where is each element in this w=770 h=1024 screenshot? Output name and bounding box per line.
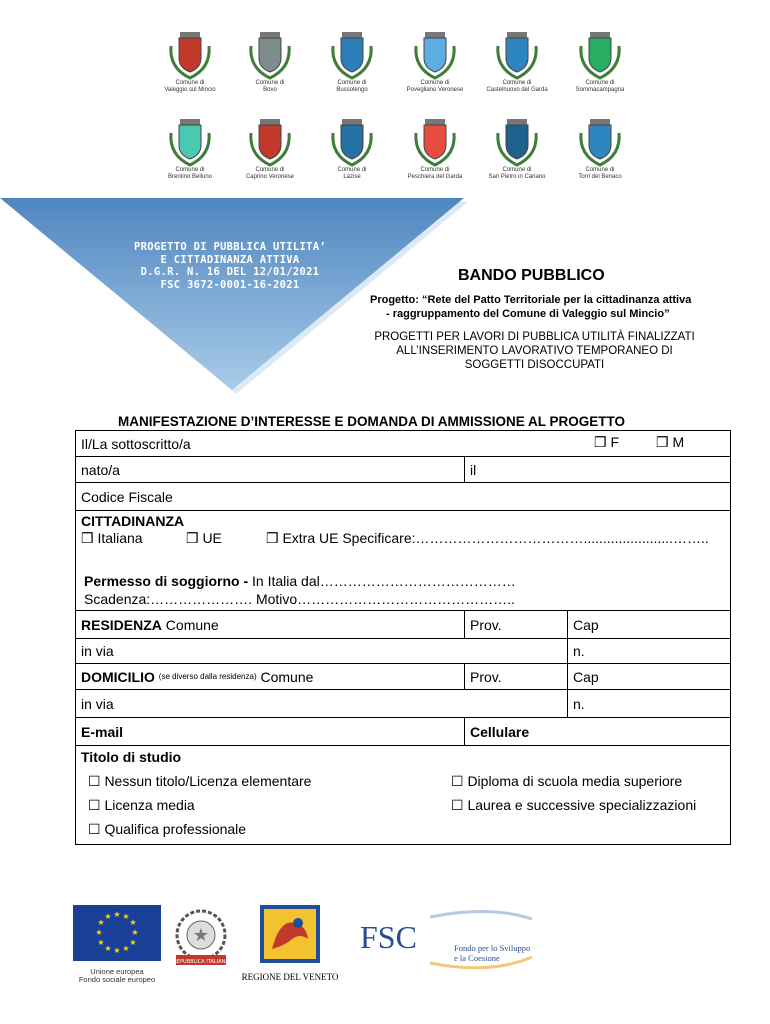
permesso-dal: In Italia dal…………………………………… (252, 573, 516, 589)
row-titolo-studio (76, 746, 730, 846)
eu-caption: Fondo sociale europeo (78, 975, 156, 984)
italiana-checkbox[interactable]: ❒ Italiana (81, 530, 143, 546)
banner-line: PROGETTO DI PUBBLICA UTILITA’ (133, 241, 327, 253)
residenza-prov-field[interactable] (464, 611, 567, 638)
lavori-line: SOGGETTI DISOCCUPATI (464, 359, 605, 371)
titolo-option-qualifica[interactable]: ☐ Qualifica professionale (88, 821, 247, 837)
residenza-n-field[interactable] (567, 639, 730, 663)
sottoscritto-field[interactable] (76, 431, 576, 456)
crest-caption: Comune di Valeggio sul Mincio (164, 80, 216, 93)
sex-m-checkbox[interactable]: ❒ M (656, 434, 685, 450)
residenza-cap-field[interactable] (567, 611, 730, 638)
row-domicilio-via (76, 690, 730, 718)
sottoscritto-label: Il/La sottoscritto/a (81, 435, 191, 452)
residenza-comune-field[interactable] (76, 611, 464, 638)
row-residenza (76, 611, 730, 639)
row-domicilio (76, 664, 730, 690)
svg-text:★: ★ (113, 946, 121, 955)
row-contatti (76, 718, 730, 746)
il-field[interactable] (464, 457, 730, 482)
svg-text:★: ★ (104, 944, 112, 953)
banner-line: E CITTADINANZA ATTIVA (160, 253, 300, 266)
ue-checkbox[interactable]: ❒ UE (186, 530, 222, 546)
codice-fiscale-field[interactable] (76, 483, 730, 510)
svg-text:★: ★ (104, 912, 112, 921)
crest-caption: Comune di Peschiera del Garda (407, 167, 463, 180)
comune-label: Comune (260, 668, 314, 685)
row-codice-fiscale (76, 483, 730, 511)
cellulare-field[interactable] (464, 718, 730, 745)
n-label: n. (573, 695, 585, 712)
titolo-option-laurea[interactable]: ☐ Laurea e successive specializzazioni (451, 797, 697, 813)
crest-shield-icon (577, 28, 623, 78)
cittadinanza-label: CITTADINANZA (81, 513, 185, 529)
lavori-line: ALL’INSERIMENTO LAVORATIVO TEMPORANEO DI (396, 345, 673, 357)
fsc-logo (360, 905, 550, 985)
svg-text:★: ★ (192, 925, 210, 946)
crest-caption: Comune di Sommacampagna (575, 80, 625, 93)
cap-label: Cap (573, 668, 599, 685)
page-title: BANDO PUBBLICO (458, 267, 605, 284)
svg-text:★: ★ (131, 928, 139, 937)
eu-flag-icon (73, 905, 161, 961)
progetto-line: Progetto: “Rete del Patto Territoriale per la cittadinanza attiva (370, 294, 692, 306)
fsc-wordmark: FSC (360, 919, 417, 955)
domicilio-label: DOMICILIO (81, 668, 155, 685)
fsc-caption-line: e la Coesione (454, 953, 500, 963)
fsc-swoosh-icon (420, 905, 540, 975)
il-label: il (470, 461, 477, 478)
extra-ue-checkbox[interactable]: ❒ Extra UE Specificare:……………………………….......................…….. (266, 530, 709, 546)
repubblica-emblem-icon (168, 905, 234, 971)
municipality-crest (545, 115, 655, 181)
banner-text (110, 241, 350, 291)
email-label: E-mail (81, 723, 124, 740)
svg-text:★: ★ (97, 918, 105, 927)
residenza-via-field[interactable] (76, 639, 567, 663)
svg-text:★: ★ (122, 944, 130, 953)
titolo-label: Titolo di studio (81, 749, 182, 765)
sex-f-checkbox[interactable]: ❒ F (594, 434, 619, 450)
crest-shield-icon (412, 28, 458, 78)
domicilio-prov-field[interactable] (464, 664, 567, 689)
crest-caption: Comune di Povegliano Veronese (406, 80, 464, 93)
crest-caption: Comune di Lazise (337, 167, 367, 180)
crest-shield-icon (167, 115, 213, 165)
progetto-title (370, 293, 691, 321)
permesso-line[interactable] (84, 573, 516, 589)
crest-caption: Comune di San Pietro in Cariano (488, 167, 546, 180)
in-via-label: in via (81, 643, 114, 659)
cellulare-label: Cellulare (470, 723, 530, 740)
permesso-label: Permesso di soggiorno - (84, 573, 249, 589)
veneto-caption: REGIONE DEL VENETO (241, 972, 339, 982)
email-field[interactable] (76, 718, 464, 745)
svg-text:★: ★ (97, 938, 105, 947)
municipality-crest (545, 28, 655, 94)
comune-label: Comune (165, 616, 219, 633)
prov-label: Prov. (470, 616, 502, 633)
eu-logo (73, 905, 163, 985)
crest-shield-icon (494, 28, 540, 78)
row-nato (76, 457, 730, 483)
banner-line: D.G.R. N. 16 DEL 12/01/2021 (140, 266, 320, 278)
cap-label: Cap (573, 616, 599, 633)
titolo-option-licenza-media[interactable]: ☐ Licenza media (88, 797, 195, 813)
crest-shield-icon (494, 115, 540, 165)
application-form (75, 430, 731, 845)
banner-line: FSC 3672-0001-16-2021 (160, 278, 300, 291)
veneto-logo (240, 905, 340, 985)
form-title: MANIFESTAZIONE D’INTERESSE E DOMANDA DI AMMISSIONE AL PROGETTO (118, 414, 626, 429)
row-cittadinanza (76, 511, 730, 611)
titolo-option-diploma[interactable]: ☐ Diploma di scuola media superiore (451, 773, 683, 789)
crest-shield-icon (247, 115, 293, 165)
fsc-caption-line: Fondo per lo Sviluppo (454, 943, 531, 953)
svg-text:★: ★ (113, 910, 121, 919)
progetti-lavori (362, 330, 707, 372)
fsc-caption (454, 943, 530, 963)
svg-text:★: ★ (129, 938, 137, 947)
svg-text:★: ★ (122, 912, 130, 921)
scadenza-line[interactable]: Scadenza:…………………. Motivo……………………………………….. (84, 591, 515, 607)
domicilio-note: (se diverso dalla residenza) (158, 672, 257, 681)
eu-caption: Unione europea (90, 967, 144, 976)
n-label: n. (573, 643, 585, 659)
domicilio-n-field[interactable] (567, 690, 730, 717)
crest-caption: Comune di Brentino Belluno (167, 167, 213, 180)
crest-shield-icon (577, 115, 623, 165)
crest-shield-icon (167, 28, 213, 78)
in-via-label: in via (81, 695, 114, 712)
repubblica-caption: REPUBBLICA ITALIANA (173, 959, 229, 965)
crest-caption: Comune di Torri del Benaco (578, 167, 622, 180)
domicilio-cap-field[interactable] (567, 664, 730, 689)
codice-fiscale-label: Codice Fiscale (81, 488, 173, 505)
crest-shield-icon (329, 28, 375, 78)
row-sottoscritto (76, 431, 730, 457)
crest-caption: Comune di Bovo (255, 80, 285, 93)
row-residenza-via (76, 639, 730, 664)
svg-text:★: ★ (129, 918, 137, 927)
residenza-label: RESIDENZA (81, 616, 162, 633)
veneto-lion-icon (260, 905, 320, 963)
crest-caption: Comune di Bussolengo (336, 80, 368, 93)
crest-shield-icon (412, 115, 458, 165)
nato-label: nato/a (81, 461, 120, 478)
progetto-line: - raggruppamento del Comune di Valeggio sul Mincio” (386, 308, 670, 320)
domicilio-via-field[interactable] (76, 690, 567, 717)
crest-caption: Comune di Caprino Veronese (245, 167, 295, 180)
crest-shield-icon (247, 28, 293, 78)
repubblica-logo (168, 905, 238, 985)
crest-caption: Comune di Castelnuovo del Garda (486, 80, 548, 93)
nato-field[interactable] (76, 457, 464, 482)
svg-text:★: ★ (95, 928, 103, 937)
crest-shield-icon (329, 115, 375, 165)
domicilio-comune-field[interactable] (76, 664, 464, 689)
titolo-option-nessun[interactable]: ☐ Nessun titolo/Licenza elementare (88, 773, 312, 789)
lavori-line: PROGETTI PER LAVORI DI PUBBLICA UTILITÀ FINALIZZATI (374, 331, 695, 343)
prov-label: Prov. (470, 668, 502, 685)
